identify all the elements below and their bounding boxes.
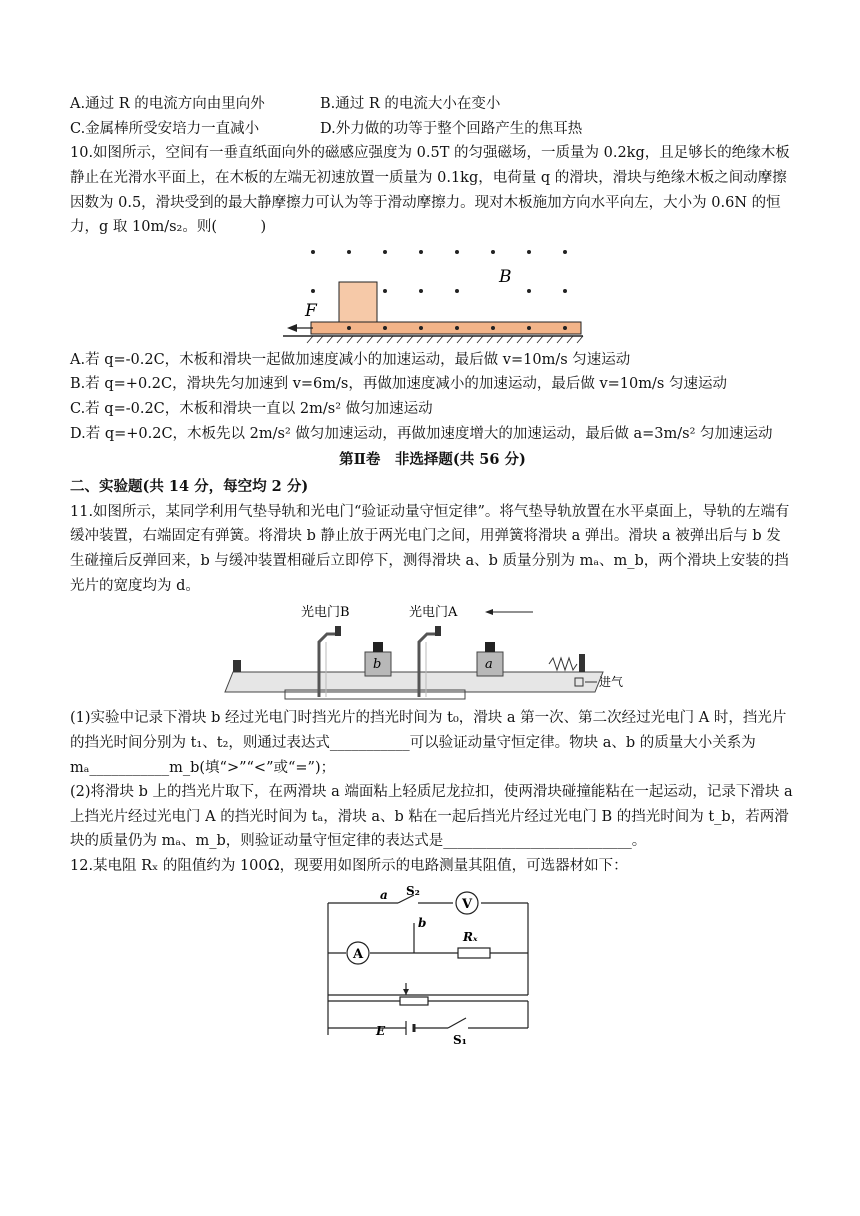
direction-arrow-icon — [485, 609, 493, 615]
force-arrow-icon — [287, 324, 297, 332]
gate-a-label: 光电门A — [408, 605, 457, 621]
ground-hatch — [307, 336, 583, 343]
force-label: F — [304, 300, 317, 321]
q9-options-row2 — [70, 117, 795, 142]
q10-figure — [283, 244, 583, 344]
q10-stem: 10.如图所示，空间有一垂直纸面向外的磁感应强度为 0.5T 的匀强磁场，一质量为 0.2kg，且足够长的绝缘木板静止在光滑水平面上，在木板的左端无初速放置一质量为 0.1kg，电荷量 q 的滑块，滑块与绝缘木板之间动摩擦因数为 0.5，滑块受到的最大静摩擦力可认为等于滑动摩擦力。现对木板施加方向水平向左，大小为 0.6N 的恒力，g 取 10m/s₂。则( ) — [70, 145, 790, 236]
q10-option-c: C.若 q=-0.2C，木板和滑块一直以 2m/s² 做匀加速运动 — [70, 401, 433, 418]
s2-label: S₂ — [405, 883, 420, 898]
exam-page — [70, 92, 795, 1047]
q11-part2: (2)将滑块 b 上的挡光片取下，在两滑块 a 端面粘上轻质尼龙拉扣，使两滑块碰撞能粘在一起运动，记录下滑块 a 上挡光片经过光电门 A 的挡光时间为 tₐ，滑块 a、b 粘在一起后挡光片经过光电门 B 的挡光时间为 t_b，若两滑块的质量仍为 mₐ、m_b，则验证动量守恒定律的表达式是__________________________。 — [70, 784, 793, 850]
q9-options-row1 — [70, 92, 795, 117]
q10-option-a: A.若 q=-0.2C，木板和滑块一起做加速度减小的加速运动，最后做 v=10m/s 匀速运动 — [70, 351, 631, 368]
emf-label: E — [375, 1023, 385, 1038]
rheostat-slider-icon — [403, 989, 409, 995]
block-b-label: b — [372, 657, 381, 673]
q12-stem: 12.某电阻 Rₓ 的阻值约为 100Ω，现要用如图所示的电路测量其阻值，可选器材如下： — [70, 858, 628, 875]
switch-a-label: a — [379, 887, 388, 902]
q11-part1: (1)实验中记录下滑块 b 经过光电门时挡光片的挡光时间为 t₀，滑块 a 第一次、第二次经过光电门 A 时，挡光片的挡光时间分别为 t₁、t₂，则通过表达式___________可以验证动量守恒定律。物块 a、b 的质量大小关系为 mₐ___________m_b(填“>”“<”或“=”)； — [70, 710, 787, 776]
q11-figure — [223, 602, 643, 702]
section-ii-title: 第Ⅱ卷 非选择题(共 56 分) — [339, 451, 526, 469]
resistor-rx — [458, 948, 490, 958]
q10-option-b: B.若 q=+0.2C，滑块先匀加速到 v=6m/s，再做加速度减小的加速运动，最后做 v=10m/s 匀速运动 — [70, 376, 727, 393]
q12-circuit-figure — [318, 883, 548, 1047]
q11-stem: 11.如图所示，某同学利用气垫导轨和光电门“验证动量守恒定律”。将气垫导轨放置在水平桌面上，导轨的左端有缓冲装置，右端固定有弹簧。将滑块 b 静止放于两光电门之间，用弹簧将滑块 a 弹出。滑块 a 被弹出后与 b 发生碰撞后反弹回来，b 与缓冲装置相碰后立即停下，测得滑块 a、b 质量分别为 mₐ、m_b，两个滑块上安装的挡光片的宽度均为 d。 — [70, 503, 790, 594]
q9-option-b: B.通过 R 的电流大小在变小 — [320, 96, 501, 112]
slider-block — [339, 282, 377, 322]
voltmeter-label: V — [461, 896, 472, 912]
q10-option-d: D.若 q=+0.2C，木板先以 2m/s² 做匀加速运动，再做加速度增大的加速运动，最后做 a=3m/s² 匀加速运动 — [70, 425, 773, 442]
block-a-label: a — [484, 657, 493, 673]
gate-b-label: 光电门B — [300, 605, 350, 621]
field-label: B — [498, 266, 511, 287]
experiment-header: 二、实验题(共 14 分，每空均 2 分) — [70, 478, 309, 496]
ammeter-label: A — [352, 946, 363, 962]
q9-option-a: A.通过 R 的电流方向由里向外 — [70, 96, 265, 112]
rx-label: Rₓ — [462, 929, 477, 944]
buffer-device — [233, 660, 241, 672]
spring-icon — [549, 658, 577, 670]
q9-option-c: C.金属棒所受安培力一直减小 — [70, 120, 260, 137]
switch-b-label: b — [417, 915, 426, 930]
insulating-board — [311, 322, 581, 334]
s1-label: S₁ — [452, 1032, 467, 1047]
rheostat — [400, 997, 428, 1005]
air-inlet-label: 进气 — [598, 675, 623, 690]
air-track — [225, 672, 603, 692]
q9-option-d: D.外力做的功等于整个回路产生的焦耳热 — [320, 120, 583, 137]
